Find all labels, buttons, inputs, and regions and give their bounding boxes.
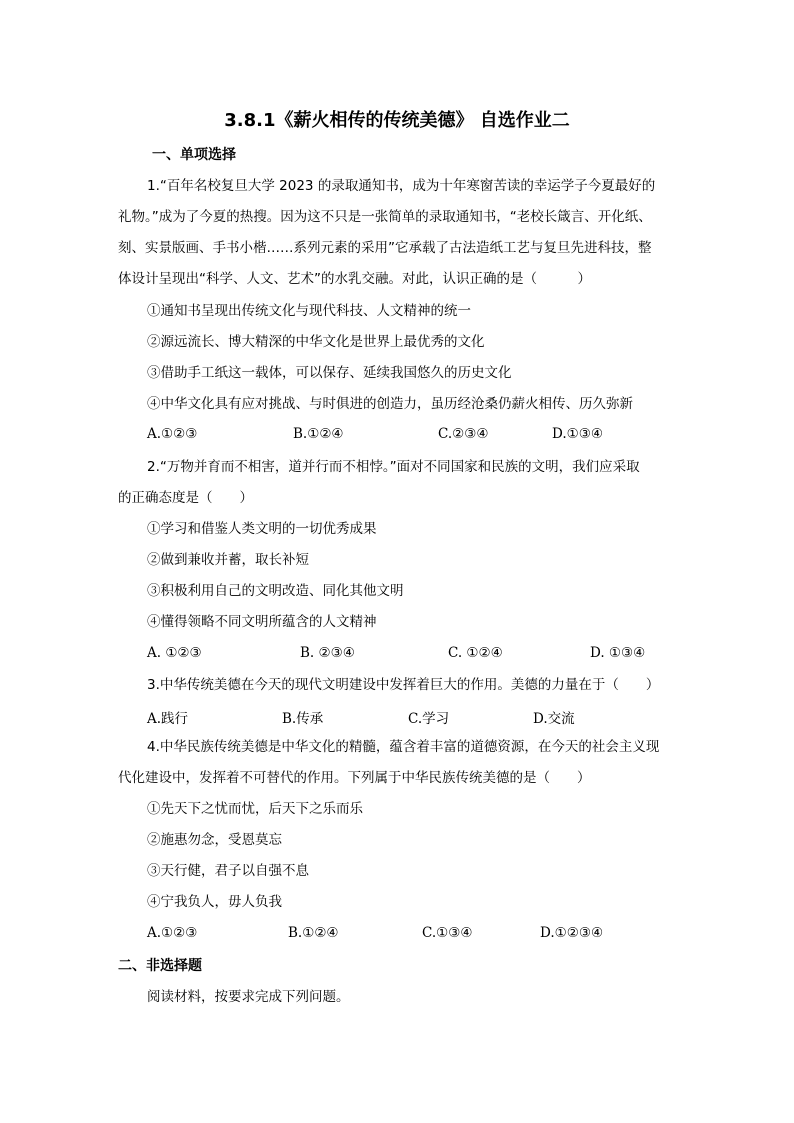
question-3-option-a: A.践行: [147, 711, 189, 727]
question-4-option-b: B.①②④: [288, 925, 339, 941]
question-1-option-a: A.①②③: [147, 426, 198, 442]
question-3-line-1: 3.中华传统美德在今天的现代文明建设中发挥着巨大的作用。美德的力量在于（ ）: [147, 677, 660, 693]
section-heading-single-choice: 一、单项选择: [152, 147, 236, 163]
question-1-line-2: 礼物。”成为了今夏的热搜。因为这不只是一张简单的录取通知书，“老校长箴言、开化纸、: [118, 209, 652, 225]
question-2-line-1: 2.“万物并育而不相害，道并行而不相悖。”面对不同国家和民族的文明，我们应采取: [147, 459, 640, 475]
question-4-item-3: ③天行健，君子以自强不息: [147, 863, 309, 879]
page-title: 3.8.1《薪火相传的传统美德》 自选作业二: [224, 110, 570, 131]
question-4-option-a: A.①②③: [147, 925, 198, 941]
question-1-option-b: B.①②④: [293, 426, 344, 442]
question-2-item-1: ①学习和借鉴人类文明的一切优秀成果: [147, 521, 377, 537]
question-1-option-c: C.②③④: [438, 426, 489, 442]
question-2-item-2: ②做到兼收并蓄，取长补短: [147, 552, 309, 568]
question-1-item-4: ④中华文化具有应对挑战、与时俱进的创造力，虽历经沧桑仍薪火相传、历久弥新: [147, 396, 633, 412]
question-1-item-1: ①通知书呈现出传统文化与现代科技、人文精神的统一: [147, 303, 471, 319]
question-3-option-c: C.学习: [408, 711, 450, 727]
question-2-option-a: A. ①②③: [147, 645, 202, 661]
question-4-item-4: ④宁我负人，毋人负我: [147, 894, 282, 910]
question-1-option-d: D.①③④: [552, 426, 603, 442]
question-4-item-1: ①先天下之忧而忧，后天下之乐而乐: [147, 801, 363, 817]
question-3-option-d: D.交流: [533, 711, 575, 727]
question-2-item-3: ③积极利用自己的文明改造、同化其他文明: [147, 583, 404, 599]
reading-instruction: 阅读材料，按要求完成下列问题。: [147, 989, 350, 1005]
question-4-line-1: 4.中华民族传统美德是中华文化的精髓，蕴含着丰富的道德资源，在今天的社会主义现: [147, 739, 660, 755]
question-1-item-3: ③借助手工纸这一载体，可以保存、延续我国悠久的历史文化: [147, 365, 512, 381]
question-4-line-2: 代化建设中，发挥着不可替代的作用。下列属于中华民族传统美德的是（ ）: [118, 770, 591, 786]
question-4-item-2: ②施惠勿念，受恩莫忘: [147, 832, 282, 848]
question-1-line-4: 体设计呈现出“科学、人文、艺术”的水乳交融。对此，认识正确的是（ ）: [118, 271, 591, 287]
question-4-option-d: D.①②③④: [540, 925, 604, 941]
question-1-line-3: 刻、实景版画、手书小楷……系列元素的采用”它承载了古法造纸工艺与复旦先进科技，整: [118, 240, 652, 256]
question-2-option-b: B. ②③④: [300, 645, 355, 661]
question-2-option-c: C. ①②④: [448, 645, 503, 661]
question-2-option-d: D. ①③④: [590, 645, 646, 661]
question-2-line-2: 的正确态度是（ ）: [118, 490, 253, 506]
question-1-line-1: 1.“百年名校复旦大学 2023 的录取通知书，成为十年寒窗苦读的幸运学子今夏最好的: [147, 178, 656, 194]
question-3-option-b: B.传承: [282, 711, 324, 727]
question-2-item-4: ④懂得领略不同文明所蕴含的人文精神: [147, 614, 377, 630]
section-heading-non-choice: 二、非选择题: [118, 958, 202, 974]
question-1-item-2: ②源远流长、博大精深的中华文化是世界上最优秀的文化: [147, 334, 485, 350]
question-4-option-c: C.①③④: [422, 925, 473, 941]
